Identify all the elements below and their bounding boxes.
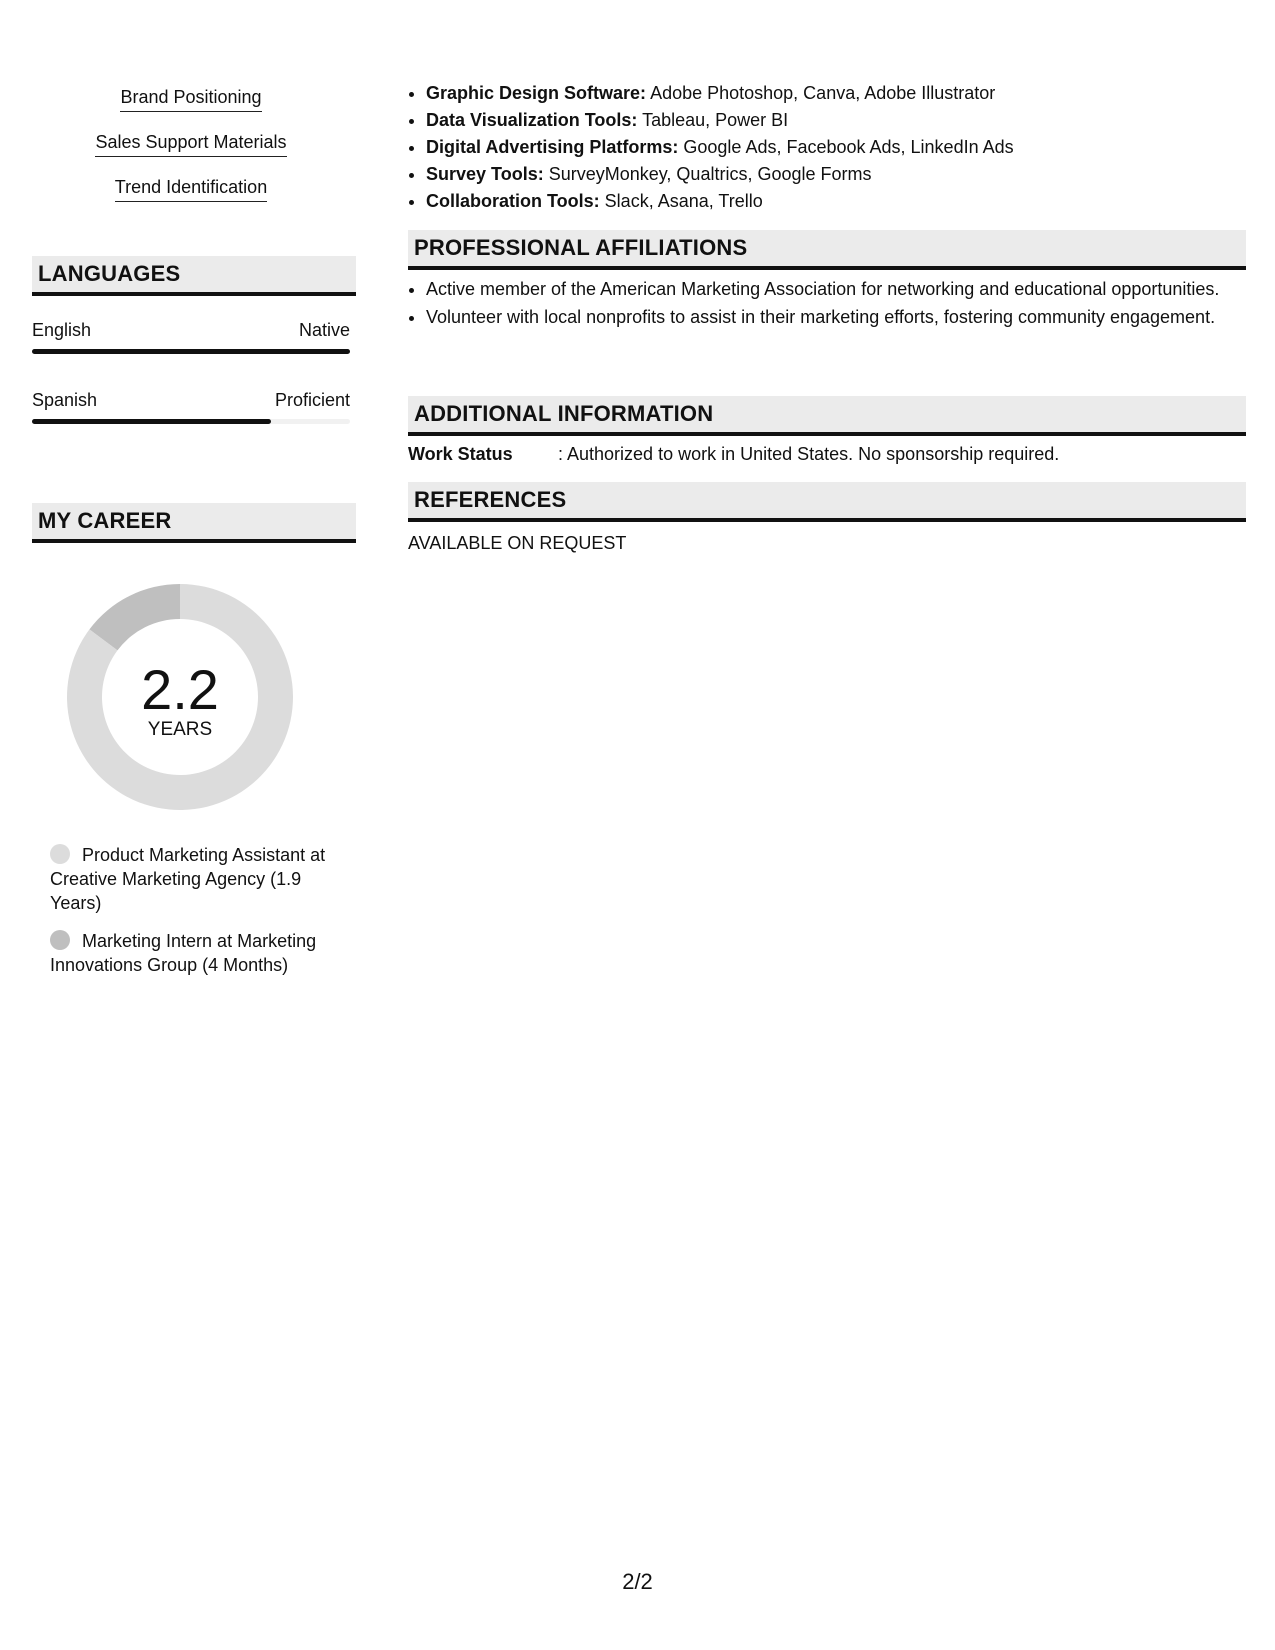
skill-tag: Brand Positioning bbox=[120, 86, 261, 112]
career-legend bbox=[50, 843, 340, 991]
tool-category: Survey Tools: bbox=[426, 164, 544, 184]
additional-info-section-title: ADDITIONAL INFORMATION bbox=[408, 396, 1246, 436]
tool-values: SurveyMonkey, Qualtrics, Google Forms bbox=[548, 164, 872, 184]
tool-item bbox=[426, 134, 1014, 161]
tool-category: Graphic Design Software: bbox=[426, 83, 647, 103]
career-entry-label: Product Marketing Assistant at Creative Marketing Agency (1.9 Years) bbox=[50, 845, 326, 913]
career-section-title: MY CAREER bbox=[32, 503, 356, 543]
legend-dot-icon bbox=[50, 930, 70, 950]
tool-category: Data Visualization Tools: bbox=[426, 110, 638, 130]
tool-item bbox=[426, 161, 1014, 188]
skill-tag: Sales Support Materials bbox=[95, 131, 286, 157]
language-proficiency-bar bbox=[32, 349, 350, 354]
work-status-label: Work Status bbox=[408, 444, 513, 464]
skill-tag: Trend Identification bbox=[115, 176, 267, 202]
language-level: Proficient bbox=[274, 390, 350, 410]
tool-category: Digital Advertising Platforms: bbox=[426, 137, 679, 157]
language-level: Native bbox=[298, 320, 350, 340]
legend-dot-icon bbox=[50, 844, 70, 864]
career-total-unit: YEARS bbox=[147, 719, 213, 740]
language-item bbox=[32, 389, 350, 424]
career-legend-item bbox=[50, 929, 340, 977]
affiliation-item: • Volunteer with local nonprofits to assist in their marketing efforts, fostering community engagement. bbox=[426, 305, 1236, 329]
affiliation-item: • Active member of the American Marketing Association for networking and educational opportunities. bbox=[426, 277, 1236, 301]
tool-item bbox=[426, 188, 1014, 215]
tool-item bbox=[426, 80, 1014, 107]
language-proficiency-fill bbox=[32, 419, 271, 424]
language-proficiency-fill bbox=[32, 349, 350, 354]
affiliations-list bbox=[408, 277, 1236, 333]
tools-list bbox=[408, 80, 1014, 215]
career-entry-label: Marketing Intern at Marketing Innovations Group (4 Months) bbox=[50, 931, 317, 975]
language-name: English bbox=[32, 320, 92, 340]
language-proficiency-bar bbox=[32, 419, 350, 424]
tool-values: Slack, Asana, Trello bbox=[604, 191, 763, 211]
work-status-row bbox=[408, 442, 1240, 466]
page-number: 2/2 bbox=[622, 1569, 653, 1594]
career-total-years: 2.2 bbox=[141, 658, 219, 721]
language-name: Spanish bbox=[32, 390, 98, 410]
career-legend-item bbox=[50, 843, 340, 915]
references-text: AVAILABLE ON REQUEST bbox=[408, 533, 627, 553]
tool-values: Google Ads, Facebook Ads, LinkedIn Ads bbox=[683, 137, 1014, 157]
tool-category: Collaboration Tools: bbox=[426, 191, 600, 211]
languages-section-title: LANGUAGES bbox=[32, 256, 356, 296]
references-section-title: REFERENCES bbox=[408, 482, 1246, 522]
skills-list bbox=[32, 86, 350, 221]
tool-values: Adobe Photoshop, Canva, Adobe Illustrator bbox=[650, 83, 996, 103]
work-status-value: : Authorized to work in United States. No sponsorship required. bbox=[558, 444, 1060, 464]
tool-values: Tableau, Power BI bbox=[642, 110, 789, 130]
language-item bbox=[32, 319, 350, 354]
affiliations-section-title: PROFESSIONAL AFFILIATIONS bbox=[408, 230, 1246, 270]
tool-item bbox=[426, 107, 1014, 134]
